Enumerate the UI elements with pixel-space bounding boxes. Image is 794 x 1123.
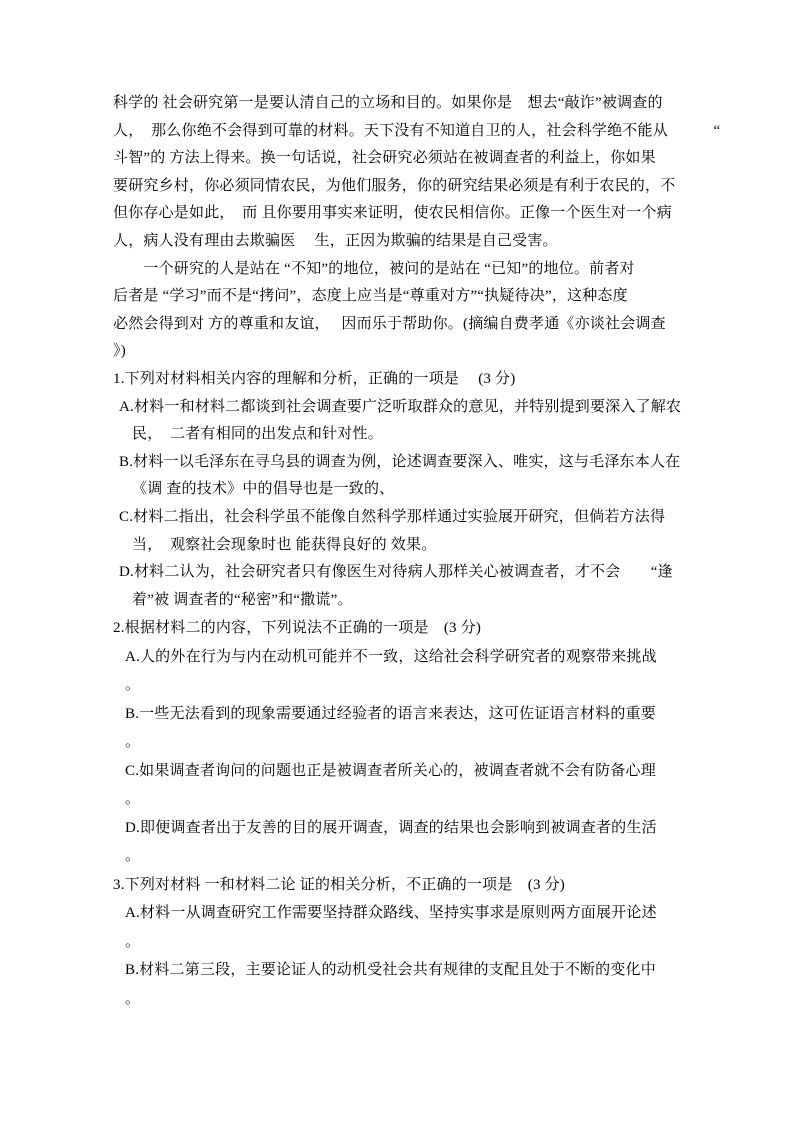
question-2-option-d-line-2: 。 (125, 848, 141, 865)
passage (113, 90, 753, 366)
document-content (113, 90, 753, 1013)
question-3-stem: 3.下列对材料 一和材料二论 证的相关分析，不正确的一项是 (3 分) (113, 876, 565, 893)
passage-line: 后者是 “学习”而不是“拷问”，态度上应当是“尊重对方”“执疑待决”，这种态度 (113, 288, 628, 305)
passage-line: 人， 那么你绝不会得到可靠的材料。天下没有不知道自卫的人，社会科学绝不能从 “ (113, 122, 721, 139)
question-2 (113, 614, 753, 871)
passage-source-line: 》) (113, 343, 126, 360)
passage-line: 斗智”的 方法上得来。换一句话说，社会研究必须站在被调查者的利益上，你如果 (113, 150, 656, 167)
upper-text-block (113, 90, 753, 614)
passage-line: 要研究乡村，你必须同情农民，为他们服务，你的研究结果必须是有利于农民的，不 (113, 177, 676, 194)
question-2-option-c-line-2: 。 (125, 791, 141, 808)
question-2-option-a-line-2: 。 (125, 677, 141, 694)
question-2-stem: 2.根据材料二的内容，下列说法不正确的一项是 (3 分) (113, 620, 482, 637)
question-2-option-d-line-1: D.即便调查者出于友善的目的展开调查，调查的结果也会影响到被调查者的生活 (125, 819, 657, 836)
passage-source-line: 必然会得到对 方的尊重和友谊， 因而乐于帮助你。(摘编自费孝通《亦谈社会调查 (113, 315, 666, 332)
question-3 (113, 871, 753, 1014)
question-3-option-a-line-2: 。 (125, 933, 141, 950)
question-1-option-c-line-1: C.材料二指出，社会科学虽不能像自然科学那样通过实验展开研究，但倘若方法得 (119, 508, 666, 525)
question-2-option-a-line-1: A.人的外在行为与内在动机可能并不一致，这给社会科学研究者的观察带来挑战 (125, 648, 657, 665)
question-2-option-c-line-1: C.如果调查者询问的问题也正是被调查者所关心的，被调查者就不会有防备心理 (125, 762, 656, 779)
passage-line: 科学的 社会研究第一是要认清自己的立场和目的。如果你是 想去“敲诈”被调查的 (113, 95, 663, 111)
question-3-option-b-line-2: 。 (125, 990, 141, 1007)
question-1-option-a-line-1: A.材料一和材料二都谈到社会调查要广泛听取群众的意见，并特别提到要深入了解农 (119, 398, 682, 415)
passage-line: 一个研究的人是站在 “不知”的地位，被问的是站在 “已知”的地位。前者对 (113, 260, 635, 277)
question-2-option-b-line-1: B.一些无法看到的现象需要通过经验者的语言来表达，这可佐证语言材料的重要 (125, 705, 656, 722)
question-1-option-b-line-2: 《调 查的技术》中的倡导也是一致的、 (132, 481, 395, 498)
question-3-option-b-line-1: B.材料二第三段，主要论证人的动机受社会共有规律的支配且处于不断的变化中 (125, 962, 656, 979)
question-1-stem: 1.下列对材料相关内容的理解和分析，正确的一项是 (3 分) (113, 370, 516, 387)
question-1-option-b-line-1: B.材料一以毛泽东在寻乌县的调查为例，论述调查要深入、唯实，这与毛泽东本人在 (119, 453, 681, 470)
question-1-option-d-line-2: 着”被 调查者的“秘密”和“撒谎”。 (132, 591, 353, 608)
question-1-option-c-line-2: 当， 观察社会现象时也 能获得良好的 效果。 (132, 536, 437, 553)
question-2-option-b-line-2: 。 (125, 734, 141, 751)
question-1-option-a-line-2: 民， 二者有相同的出发点和针对性。 (132, 426, 383, 443)
question-1 (113, 366, 753, 614)
question-1-option-d-line-1: D.材料二认为，社会研究者只有像医生对待病人那样关心被调查者，才不会 “逢 (119, 564, 673, 581)
passage-line: 但你存心是如此， 而 且你要用事实来证明，使农民相信你。正像一个医生对一个病 (113, 205, 672, 222)
question-3-option-a-line-1: A.材料一从调查研究工作需要坚持群众路线、坚持实事求是原则两方面展开论述 (125, 905, 657, 922)
passage-line: 人，病人没有理由去欺骗医 生，正因为欺骗的结果是自己受害。 (113, 232, 558, 249)
lower-text-block (113, 614, 753, 1013)
